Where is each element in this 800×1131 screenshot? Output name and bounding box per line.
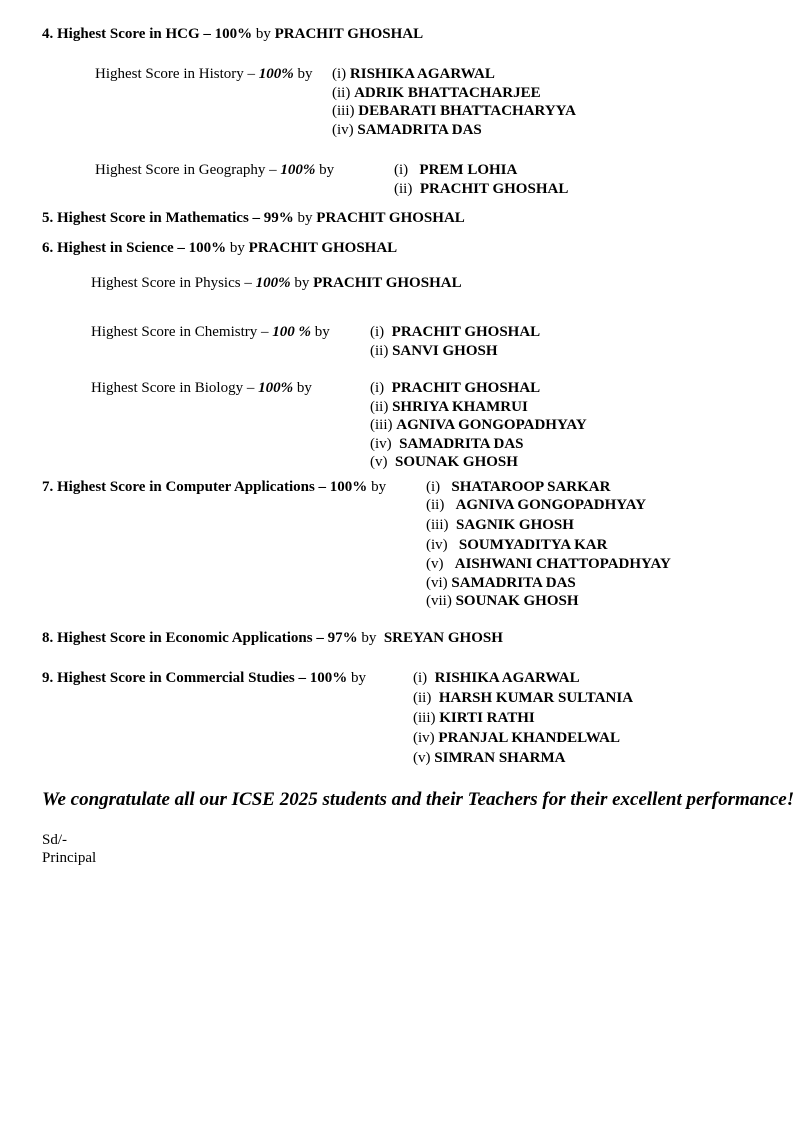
section-7-by: by bbox=[367, 479, 387, 495]
list-num: (i) bbox=[370, 380, 388, 396]
list-num: (i) bbox=[370, 324, 388, 340]
student-name: SOUMYADITYA KAR bbox=[458, 537, 608, 553]
list-num: (ii) bbox=[332, 85, 355, 101]
computer-item-3 bbox=[426, 516, 574, 534]
list-num: (ii) bbox=[413, 690, 436, 706]
section-7-line bbox=[42, 478, 386, 496]
section-9-by: by bbox=[347, 670, 367, 686]
student-name: SAMADRITA DAS bbox=[357, 122, 482, 138]
biology-line bbox=[91, 379, 312, 397]
list-num: (v) bbox=[413, 750, 435, 766]
history-pct: 100% bbox=[258, 66, 294, 82]
student-name: PRACHIT GHOSHAL bbox=[419, 181, 569, 197]
signature-principal: Principal bbox=[42, 850, 97, 866]
section-8-by: by bbox=[357, 630, 381, 646]
commercial-item-4 bbox=[413, 729, 620, 747]
history-label: Highest Score in History – bbox=[95, 66, 259, 82]
student-name: PREM LOHIA bbox=[419, 162, 518, 178]
list-num: (iii) bbox=[413, 710, 440, 726]
commercial-item-5 bbox=[413, 749, 566, 767]
student-name: SAMADRITA DAS bbox=[451, 575, 576, 591]
student-name: SHATAROOP SARKAR bbox=[451, 479, 611, 495]
chemistry-item-1 bbox=[370, 323, 540, 341]
student-name: PRACHIT GHOSHAL bbox=[391, 380, 541, 396]
biology-label: Highest Score in Biology – bbox=[91, 380, 259, 396]
history-line bbox=[95, 65, 312, 83]
student-name: SAMADRITA DAS bbox=[399, 436, 524, 452]
computer-item-7 bbox=[426, 592, 579, 610]
list-num: (ii) bbox=[426, 497, 449, 513]
section-4-name: PRACHIT GHOSHAL bbox=[274, 26, 424, 42]
section-6-by: by bbox=[226, 240, 249, 256]
congratulation-message: We congratulate all our ICSE 2025 students and their Teachers for their excellent performance! bbox=[42, 789, 795, 810]
section-5-name: PRACHIT GHOSHAL bbox=[316, 210, 465, 226]
list-num: (iv) bbox=[370, 436, 396, 452]
student-name: SOUNAK GHOSH bbox=[455, 593, 579, 609]
student-name: SAGNIK GHOSH bbox=[456, 517, 574, 533]
student-name: KIRTI RATHI bbox=[439, 710, 535, 726]
geography-by: by bbox=[315, 162, 335, 178]
student-name: SIMRAN SHARMA bbox=[434, 750, 566, 766]
computer-item-1 bbox=[426, 478, 610, 496]
list-num: (i) bbox=[413, 670, 431, 686]
computer-item-4 bbox=[426, 536, 607, 554]
student-name: RISHIKA AGARWAL bbox=[349, 66, 495, 82]
list-num: (iv) bbox=[413, 730, 439, 746]
list-num: (iv) bbox=[426, 537, 452, 553]
list-num: (vi) bbox=[426, 575, 452, 591]
section-6-heading: 6. Highest in Science bbox=[42, 240, 174, 256]
computer-item-6 bbox=[426, 574, 576, 592]
section-5-heading: 5. Highest Score in Mathematics bbox=[42, 210, 249, 226]
section-9-line bbox=[42, 669, 366, 687]
student-name: RISHIKA AGARWAL bbox=[434, 670, 580, 686]
chemistry-by: by bbox=[310, 324, 330, 340]
history-item-4 bbox=[332, 121, 482, 139]
chemistry-pct: 100 % bbox=[272, 324, 311, 340]
section-5-line bbox=[42, 209, 465, 227]
section-7-heading: 7. Highest Score in Computer Applications – 100% bbox=[42, 479, 368, 495]
list-num: (ii) bbox=[394, 181, 417, 197]
section-9-heading: 9. Highest Score in Commercial Studies – 100% bbox=[42, 670, 348, 686]
list-num: (ii) bbox=[370, 399, 393, 415]
geography-label: Highest Score in Geography – bbox=[95, 162, 281, 178]
geography-item-1 bbox=[394, 161, 517, 179]
section-5-pct: – 99% bbox=[248, 210, 294, 226]
physics-line bbox=[91, 274, 462, 292]
computer-item-5 bbox=[426, 555, 671, 573]
section-8-line bbox=[42, 629, 503, 647]
computer-item-2 bbox=[426, 496, 646, 514]
geography-line bbox=[95, 161, 334, 179]
list-num: (i) bbox=[394, 162, 412, 178]
section-4-heading-line bbox=[42, 25, 423, 43]
student-name: DEBARATI BHATTACHARYYA bbox=[358, 103, 576, 119]
physics-by: by bbox=[290, 275, 314, 291]
student-name: HARSH KUMAR SULTANIA bbox=[438, 690, 634, 706]
signature-sd: Sd/- bbox=[42, 832, 68, 848]
list-num: (iii) bbox=[426, 517, 453, 533]
student-name: ADRIK BHATTACHARJEE bbox=[354, 85, 541, 101]
biology-item-4 bbox=[370, 435, 524, 453]
student-name: AGNIVA GONGOPADHYAY bbox=[396, 417, 587, 433]
history-by: by bbox=[293, 66, 313, 82]
section-6-pct: – 100% bbox=[173, 240, 227, 256]
section-5-by: by bbox=[293, 210, 317, 226]
list-num: (vii) bbox=[426, 593, 456, 609]
biology-by: by bbox=[293, 380, 312, 396]
history-item-1 bbox=[332, 65, 495, 83]
student-name: PRANJAL KHANDELWAL bbox=[438, 730, 620, 746]
section-4-heading: 4. Highest Score in HCG – 100% bbox=[42, 26, 253, 42]
biology-pct: 100% bbox=[258, 380, 294, 396]
history-item-3 bbox=[332, 102, 576, 120]
physics-label: Highest Score in Physics – bbox=[91, 275, 256, 291]
biology-item-3 bbox=[370, 416, 587, 434]
list-num: (iii) bbox=[370, 417, 397, 433]
commercial-item-1 bbox=[413, 669, 580, 687]
geography-item-2 bbox=[394, 180, 568, 198]
student-name: AISHWANI CHATTOPADHYAY bbox=[454, 556, 671, 572]
student-name: SHRIYA KHAMRUI bbox=[392, 399, 528, 415]
section-4-by: by bbox=[252, 26, 275, 42]
list-num: (iv) bbox=[332, 122, 358, 138]
student-name: SANVI GHOSH bbox=[392, 343, 498, 359]
biology-item-2 bbox=[370, 398, 528, 416]
list-num: (i) bbox=[426, 479, 444, 495]
commercial-item-2 bbox=[413, 689, 633, 707]
chemistry-item-2 bbox=[370, 342, 498, 360]
student-name: SOUNAK GHOSH bbox=[395, 454, 518, 470]
list-num: (v) bbox=[426, 556, 448, 572]
section-6-name: PRACHIT GHOSHAL bbox=[248, 240, 398, 256]
chemistry-label: Highest Score in Chemistry – bbox=[91, 324, 273, 340]
physics-name: PRACHIT GHOSHAL bbox=[313, 275, 462, 291]
biology-item-5 bbox=[370, 453, 518, 471]
list-num: (v) bbox=[370, 454, 392, 470]
history-item-2 bbox=[332, 84, 541, 102]
geography-pct: 100% bbox=[280, 162, 316, 178]
physics-pct: 100% bbox=[255, 275, 291, 291]
commercial-item-3 bbox=[413, 709, 535, 727]
biology-item-1 bbox=[370, 379, 540, 397]
list-num: (iii) bbox=[332, 103, 359, 119]
list-num: (ii) bbox=[370, 343, 393, 359]
section-8-name: SREYAN GHOSH bbox=[383, 630, 503, 646]
list-num: (i) bbox=[332, 66, 350, 82]
chemistry-line bbox=[91, 323, 330, 341]
section-6-line bbox=[42, 239, 397, 257]
student-name: AGNIVA GONGOPADHYAY bbox=[455, 497, 647, 513]
student-name: PRACHIT GHOSHAL bbox=[391, 324, 541, 340]
section-8-heading: 8. Highest Score in Economic Applications – 97% bbox=[42, 630, 358, 646]
